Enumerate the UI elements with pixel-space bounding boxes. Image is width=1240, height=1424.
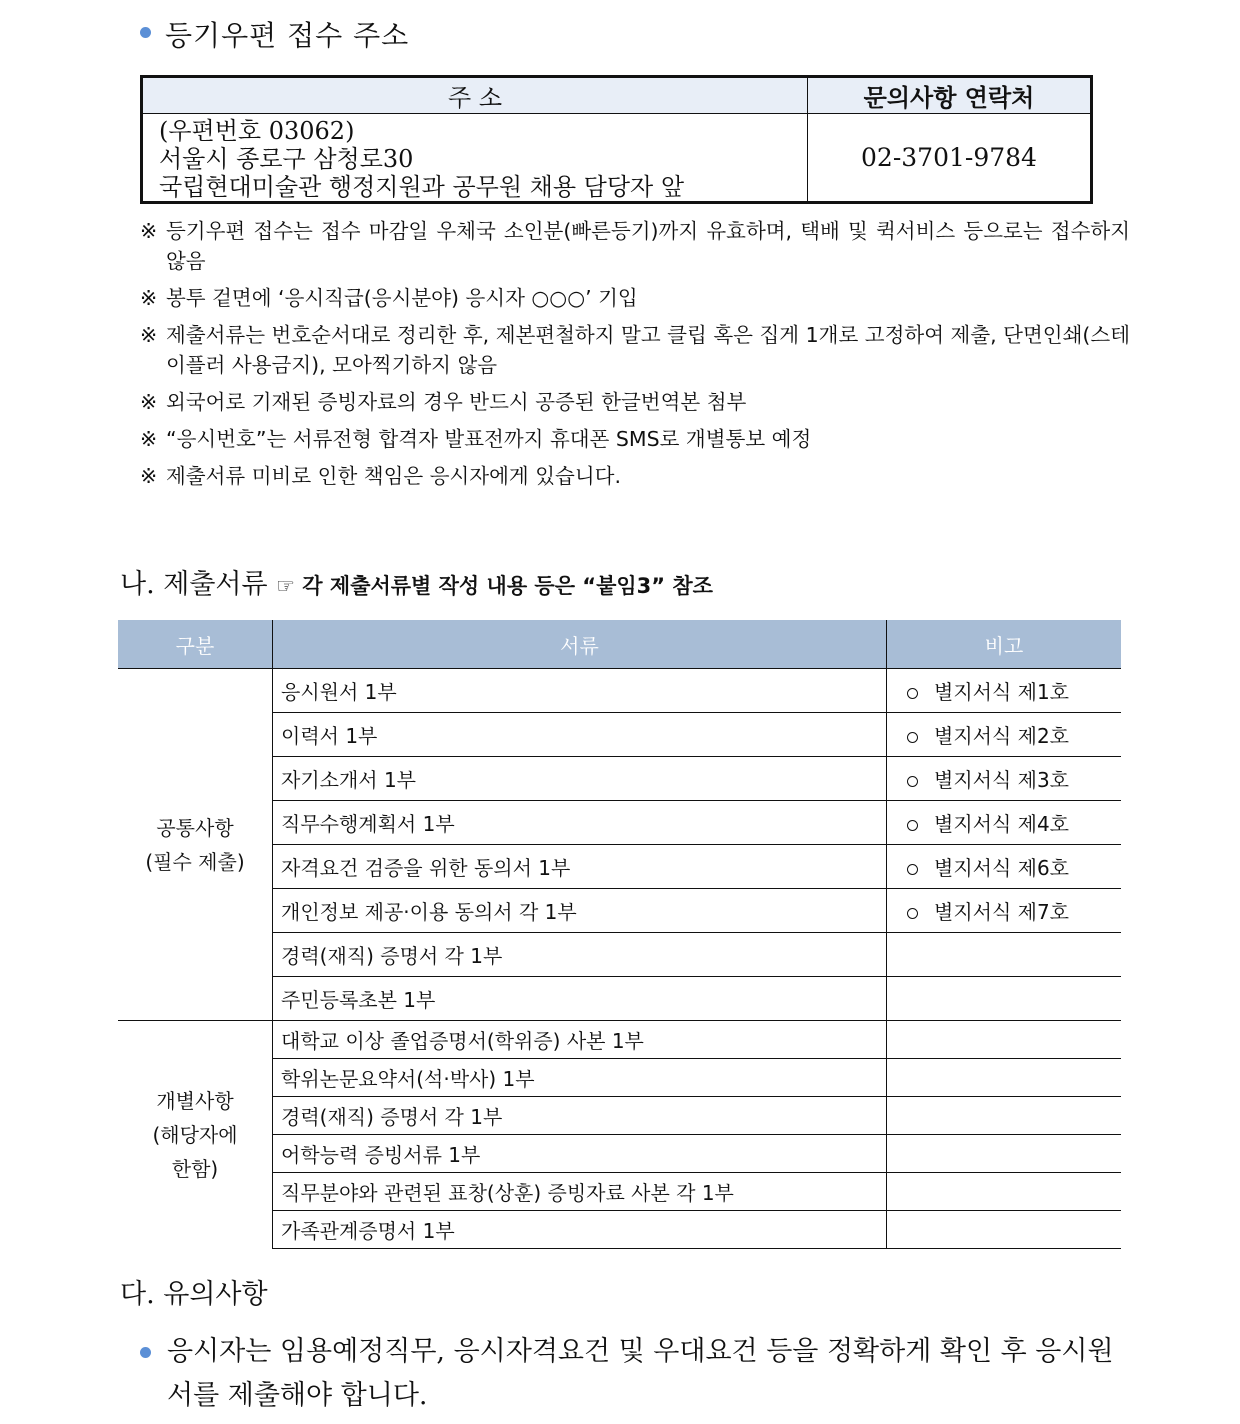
mail-heading-text: 등기우편 접수 주소 bbox=[165, 19, 410, 52]
remark-text: 별지서식 제6호 bbox=[934, 856, 1070, 880]
note-item: ※ 제출서류 미비로 인한 책임은 응시자에게 있습니다. bbox=[140, 464, 621, 488]
remark-cell bbox=[887, 889, 1122, 933]
mail-heading bbox=[140, 14, 409, 54]
document-name: 학위논문요약서(석·박사) 1부 bbox=[273, 1059, 887, 1097]
remark-cell bbox=[887, 845, 1122, 889]
document-name: 개인정보 제공·이용 동의서 각 1부 bbox=[273, 889, 887, 933]
document-name: 가족관계증명서 1부 bbox=[273, 1211, 887, 1249]
circle-bullet-icon bbox=[907, 776, 918, 787]
document-name: 이력서 1부 bbox=[273, 713, 887, 757]
group-label-line: 한함) bbox=[171, 1156, 219, 1181]
caution-item bbox=[140, 1330, 1125, 1418]
remark-cell bbox=[887, 933, 1122, 977]
document-name: 직무수행계획서 1부 bbox=[273, 801, 887, 845]
group-label-line: (필수 제출) bbox=[145, 849, 245, 874]
bullet-icon bbox=[140, 27, 151, 38]
remark-cell bbox=[887, 713, 1122, 757]
document-name: 주민등록초본 1부 bbox=[273, 977, 887, 1021]
address-line: 서울시 종로구 삼청로30 bbox=[159, 145, 414, 173]
note-item: ※ 봉투 겉면에 ‘응시직급(응시분야) 응시자 ○○○’ 기입 bbox=[140, 286, 638, 310]
circle-bullet-icon bbox=[907, 864, 918, 875]
remark-text: 별지서식 제7호 bbox=[934, 900, 1070, 924]
col-header-document: 서류 bbox=[273, 620, 887, 669]
group-label-line: (해당자에 bbox=[152, 1122, 238, 1147]
remark-cell bbox=[887, 801, 1122, 845]
remark-cell bbox=[887, 669, 1122, 713]
documents-table bbox=[118, 620, 1121, 1249]
remark-cell bbox=[887, 1059, 1122, 1097]
phone-number: 02-3701-9784 bbox=[808, 114, 1092, 203]
note-item: ※ 외국어로 기재된 증빙자료의 경우 반드시 공증된 한글번역본 첨부 bbox=[140, 390, 747, 414]
caution-text: 응시자는 임용예정직무, 응시자격요건 및 우대요건 등을 정확하게 확인 후 응시원서를 제출해야 합니다. bbox=[167, 1336, 1114, 1411]
docs-section-title: 나. 제출서류 ☞ 각 제출서류별 작성 내용 등은 “붙임3” 참조 bbox=[120, 569, 713, 600]
document-name: 직무분야와 관련된 표창(상훈) 증빙자료 사본 각 1부 bbox=[273, 1173, 887, 1211]
group-label bbox=[118, 669, 273, 1021]
remark-cell bbox=[887, 1021, 1122, 1059]
document-name: 대학교 이상 졸업증명서(학위증) 사본 1부 bbox=[273, 1021, 887, 1059]
remark-text: 별지서식 제3호 bbox=[934, 768, 1070, 792]
circle-bullet-icon bbox=[907, 820, 918, 831]
address-header: 주 소 bbox=[142, 77, 808, 114]
address-line: 국립현대미술관 행정지원과 공무원 채용 담당자 앞 bbox=[159, 173, 685, 201]
col-header-remark: 비고 bbox=[887, 620, 1122, 669]
remark-text: 별지서식 제1호 bbox=[934, 680, 1070, 704]
notes-list bbox=[140, 216, 1130, 498]
circle-bullet-icon bbox=[907, 732, 918, 743]
group-label-line: 공통사항 bbox=[156, 815, 234, 840]
document-name: 응시원서 1부 bbox=[273, 669, 887, 713]
group-label bbox=[118, 1021, 273, 1249]
col-header-category: 구분 bbox=[118, 620, 273, 669]
remark-cell bbox=[887, 757, 1122, 801]
remark-cell bbox=[887, 1135, 1122, 1173]
note-item: ※ “응시번호”는 서류전형 합격자 발표전까지 휴대폰 SMS로 개별통보 예정 bbox=[140, 427, 812, 451]
circle-bullet-icon bbox=[907, 688, 918, 699]
document-name: 경력(재직) 증명서 각 1부 bbox=[273, 933, 887, 977]
remark-cell bbox=[887, 1173, 1122, 1211]
circle-bullet-icon bbox=[907, 908, 918, 919]
group-label-line: 개별사항 bbox=[156, 1088, 234, 1113]
note-item: ※ 등기우편 접수는 접수 마감일 우체국 소인분(빠른등기)까지 유효하며, 택배 및 퀵서비스 등으로는 접수하지 않음 bbox=[140, 219, 1130, 273]
caution-section-title: 다. 유의사항 bbox=[120, 1279, 268, 1310]
remark-cell bbox=[887, 977, 1122, 1021]
address-cell bbox=[142, 114, 808, 203]
document-name: 자격요건 검증을 위한 동의서 1부 bbox=[273, 845, 887, 889]
address-line: (우편번호 03062) bbox=[159, 117, 355, 145]
note-item: ※ 제출서류는 번호순서대로 정리한 후, 제본편철하지 말고 클립 혹은 집게 1개로 고정하여 제출, 단면인쇄(스테이플러 사용금지), 모아찍기하지 않음 bbox=[140, 323, 1130, 377]
table-row bbox=[118, 1021, 1121, 1059]
documents-body bbox=[118, 669, 1121, 1249]
remark-text: 별지서식 제4호 bbox=[934, 812, 1070, 836]
remark-cell bbox=[887, 1211, 1122, 1249]
remark-text: 별지서식 제2호 bbox=[934, 724, 1070, 748]
remark-cell bbox=[887, 1097, 1122, 1135]
contact-header: 문의사항 연락처 bbox=[808, 77, 1092, 114]
document-name: 어학능력 증빙서류 1부 bbox=[273, 1135, 887, 1173]
address-table bbox=[140, 75, 1093, 204]
document-name: 자기소개서 1부 bbox=[273, 757, 887, 801]
bullet-icon bbox=[140, 1347, 151, 1358]
docs-reference-note: ☞ 각 제출서류별 작성 내용 등은 “붙임3” 참조 bbox=[276, 574, 713, 598]
document-name: 경력(재직) 증명서 각 1부 bbox=[273, 1097, 887, 1135]
table-row bbox=[118, 669, 1121, 713]
